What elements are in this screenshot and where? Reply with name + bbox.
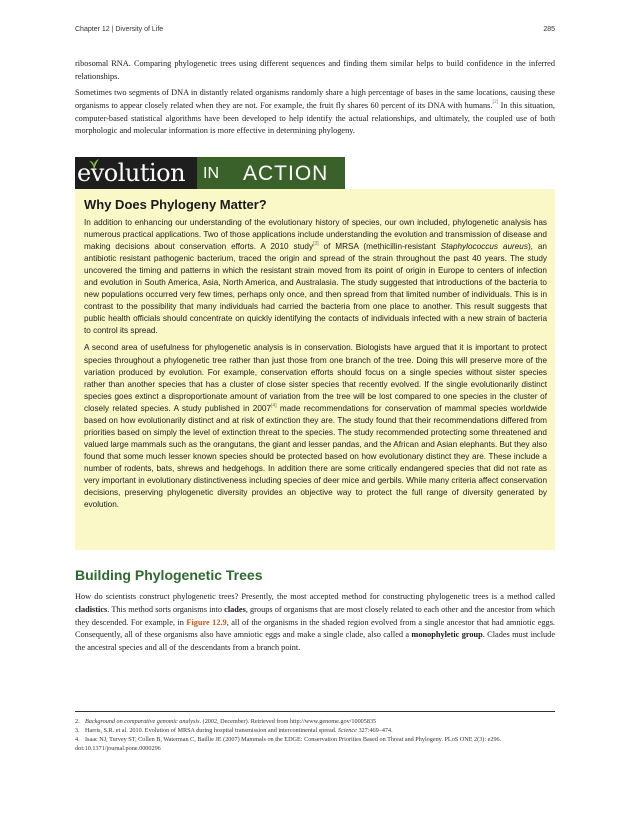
feature-text: A second area of usefulness for phylogenetic analysis is in conservation. Biologists have argued that it is important to protect species throughout a phylogenetic tree rather than just those from one branch of the tree. Doing this will preserve more of the variation produced by evolution. For example, conservation efforts should focus on a single species without sister species rather than another species that has a cluster of close sister species that recently evolved. If the single evolutionarily distinct species goes extinct a disproportionate amount of variation from the tree will be lost compared to one species in the cluster of closely related species. A study published in 2007 (84, 343, 547, 413)
feature-box (75, 189, 555, 550)
footnotes (75, 717, 555, 753)
feature-text: In addition to enhancing our understanding of the evolutionary history of species, our own included, phylogenetic analysis has numerous practical applications. Two of those applications include understanding the evolution and transmission of disease and making decisions about conservation efforts. A 2010 study (84, 218, 547, 252)
chapter-title: Chapter 12 | Diversity of Life (75, 26, 164, 33)
evolution-word: evolution (75, 157, 197, 189)
action-word: ACTION (243, 162, 329, 185)
footnote-text: Harris, S.R. et al. 2010. Evolution of MRSA during hospital transmission and intercontinental spread. (85, 727, 338, 734)
section-heading: Building Phylogenetic Trees (75, 567, 263, 583)
footnote-ref-4[interactable]: [4] (271, 402, 277, 409)
section-text: How do scientists construct phylogenetic trees? Presently, the most accepted method for constructing phylogenetic trees is a method called (75, 592, 555, 601)
page-header (75, 26, 555, 33)
sprout-icon (87, 158, 101, 172)
footnote-text: . (2002, December). Retrieved from http://www.genome.gov/10005835 (199, 718, 377, 725)
footnote-text: 327:469–474. (356, 727, 393, 734)
footnote-number: 3. (75, 727, 80, 734)
footnote-number: 2. (75, 718, 80, 725)
feature-title: Why Does Phylogeny Matter? (84, 197, 267, 212)
footnote-divider (75, 711, 555, 712)
footnote-2 (75, 717, 555, 726)
species-name-italic: Staphylococcus aureus (440, 242, 528, 252)
term-clades: clades (224, 604, 246, 614)
term-cladistics: cladistics (75, 604, 108, 614)
intro-paragraph-1: ribosomal RNA. Comparing phylogenetic trees using different sequences and finding them similar helps to build confidence in the inferred relationships. (75, 59, 555, 81)
evolution-in-action-banner (75, 157, 345, 189)
section-text: , groups of organisms that are most closely related to each other and the ancestor from which they descended. For example, in (75, 604, 556, 627)
footnote-4 (75, 735, 555, 753)
footnote-number: 4. (75, 736, 80, 743)
feature-text: ), an antibiotic resistant pathogenic bacterium, traced the origin and spread of the strain throughout the past 40 years. The study uncovered the timing and patterns in which the resistant strain moved from its point of origin in Europe to centers of infection and evolution in South America, Asia, North America, and Australasia. The study suggested that introductions of the bacteria to new populations occurred very few times, perhaps only once, and then spread from that limited number of individuals. This is in contrast to the possibility that many individuals had carried the bacteria from one place to another. This result suggests that public health officials should concentrate on quickly identifying the contacts of individuals infected with a new strain of bacteria to control its spread. (84, 242, 547, 336)
term-monophyletic-group: monophyletic group (411, 630, 483, 640)
intro-text-b: In this situation, computer-based statistical algorithms have been developed to help identify the actual relationships, and ultimately, the coupled use of both morphologic and molecular information is more effective in determining phylogeny. (75, 100, 555, 136)
footnote-italic: Background on comparative genomic analysis (85, 718, 200, 725)
footnote-ref-3[interactable]: [3] (313, 241, 319, 248)
section-text: . Clades must include the ancestral species and all of the descendants from a branch point. (75, 630, 555, 653)
section-text: , all of the organisms in the shaded region evolved from a single ancestor that had amniotic eggs. Consequently, all of these organisms also have amniotic eggs and make a single clade, also called a (75, 617, 555, 640)
footnote-text: Isaac NJ, Turvey ST, Collen B, Waterman C, Baillie JE (2007) Mammals on the EDGE: Conservation Priorities Based on Threat and Phylogeny. PLoS ONE 2(3): e296. doi:10.1371/journal.pone.0000296 (75, 736, 502, 752)
intro-paragraph-2 (75, 87, 555, 138)
footnote-3 (75, 726, 555, 735)
figure-link[interactable]: Figure 12.9 (186, 617, 227, 627)
footnote-ref-2[interactable]: [2] (492, 99, 499, 105)
footnote-italic: Science (337, 727, 357, 734)
section-paragraph (75, 591, 555, 655)
intro-text-a: Sometimes two segments of DNA in distantly related organisms randomly share a high percentage of bases in the same locations, causing these organisms to appear closely related when they are not. For example, the fruit fly shares 60 percent of its DNA with humans. (75, 88, 555, 110)
feature-paragraph-1 (84, 217, 547, 337)
section-text: . This method sorts organisms into (107, 604, 225, 614)
page-number: 285 (543, 26, 555, 33)
feature-paragraph-2 (84, 342, 547, 511)
feature-text: of MRSA (methicillin-resistant (318, 242, 441, 252)
feature-text: made recommendations for conservation of mammal species worldwide based on how evolutionarily distinct and at risk of extinction they are. The study found that their recommendations differed from priorities based on simply the level of extinction threat to the species. The study recommended protecting some threatened and valued large mammals such as the orangutans, the giant and lesser pandas, and the African and Asian elephants. But they also found that some much lesser known species should be protected based on how evolutionary distinct they are. These include a number of rodents, bats, shrews and hedgehogs. In addition there are some critically endangered species that did not rate as very important in evolutionary distinctiveness including species of deer mice and gerbils. While many criteria affect conservation decisions, preserving phylogenetic diversity provides an objective way to protect the full range of diversity generated by evolution. (84, 403, 547, 510)
in-word: IN (203, 165, 219, 182)
